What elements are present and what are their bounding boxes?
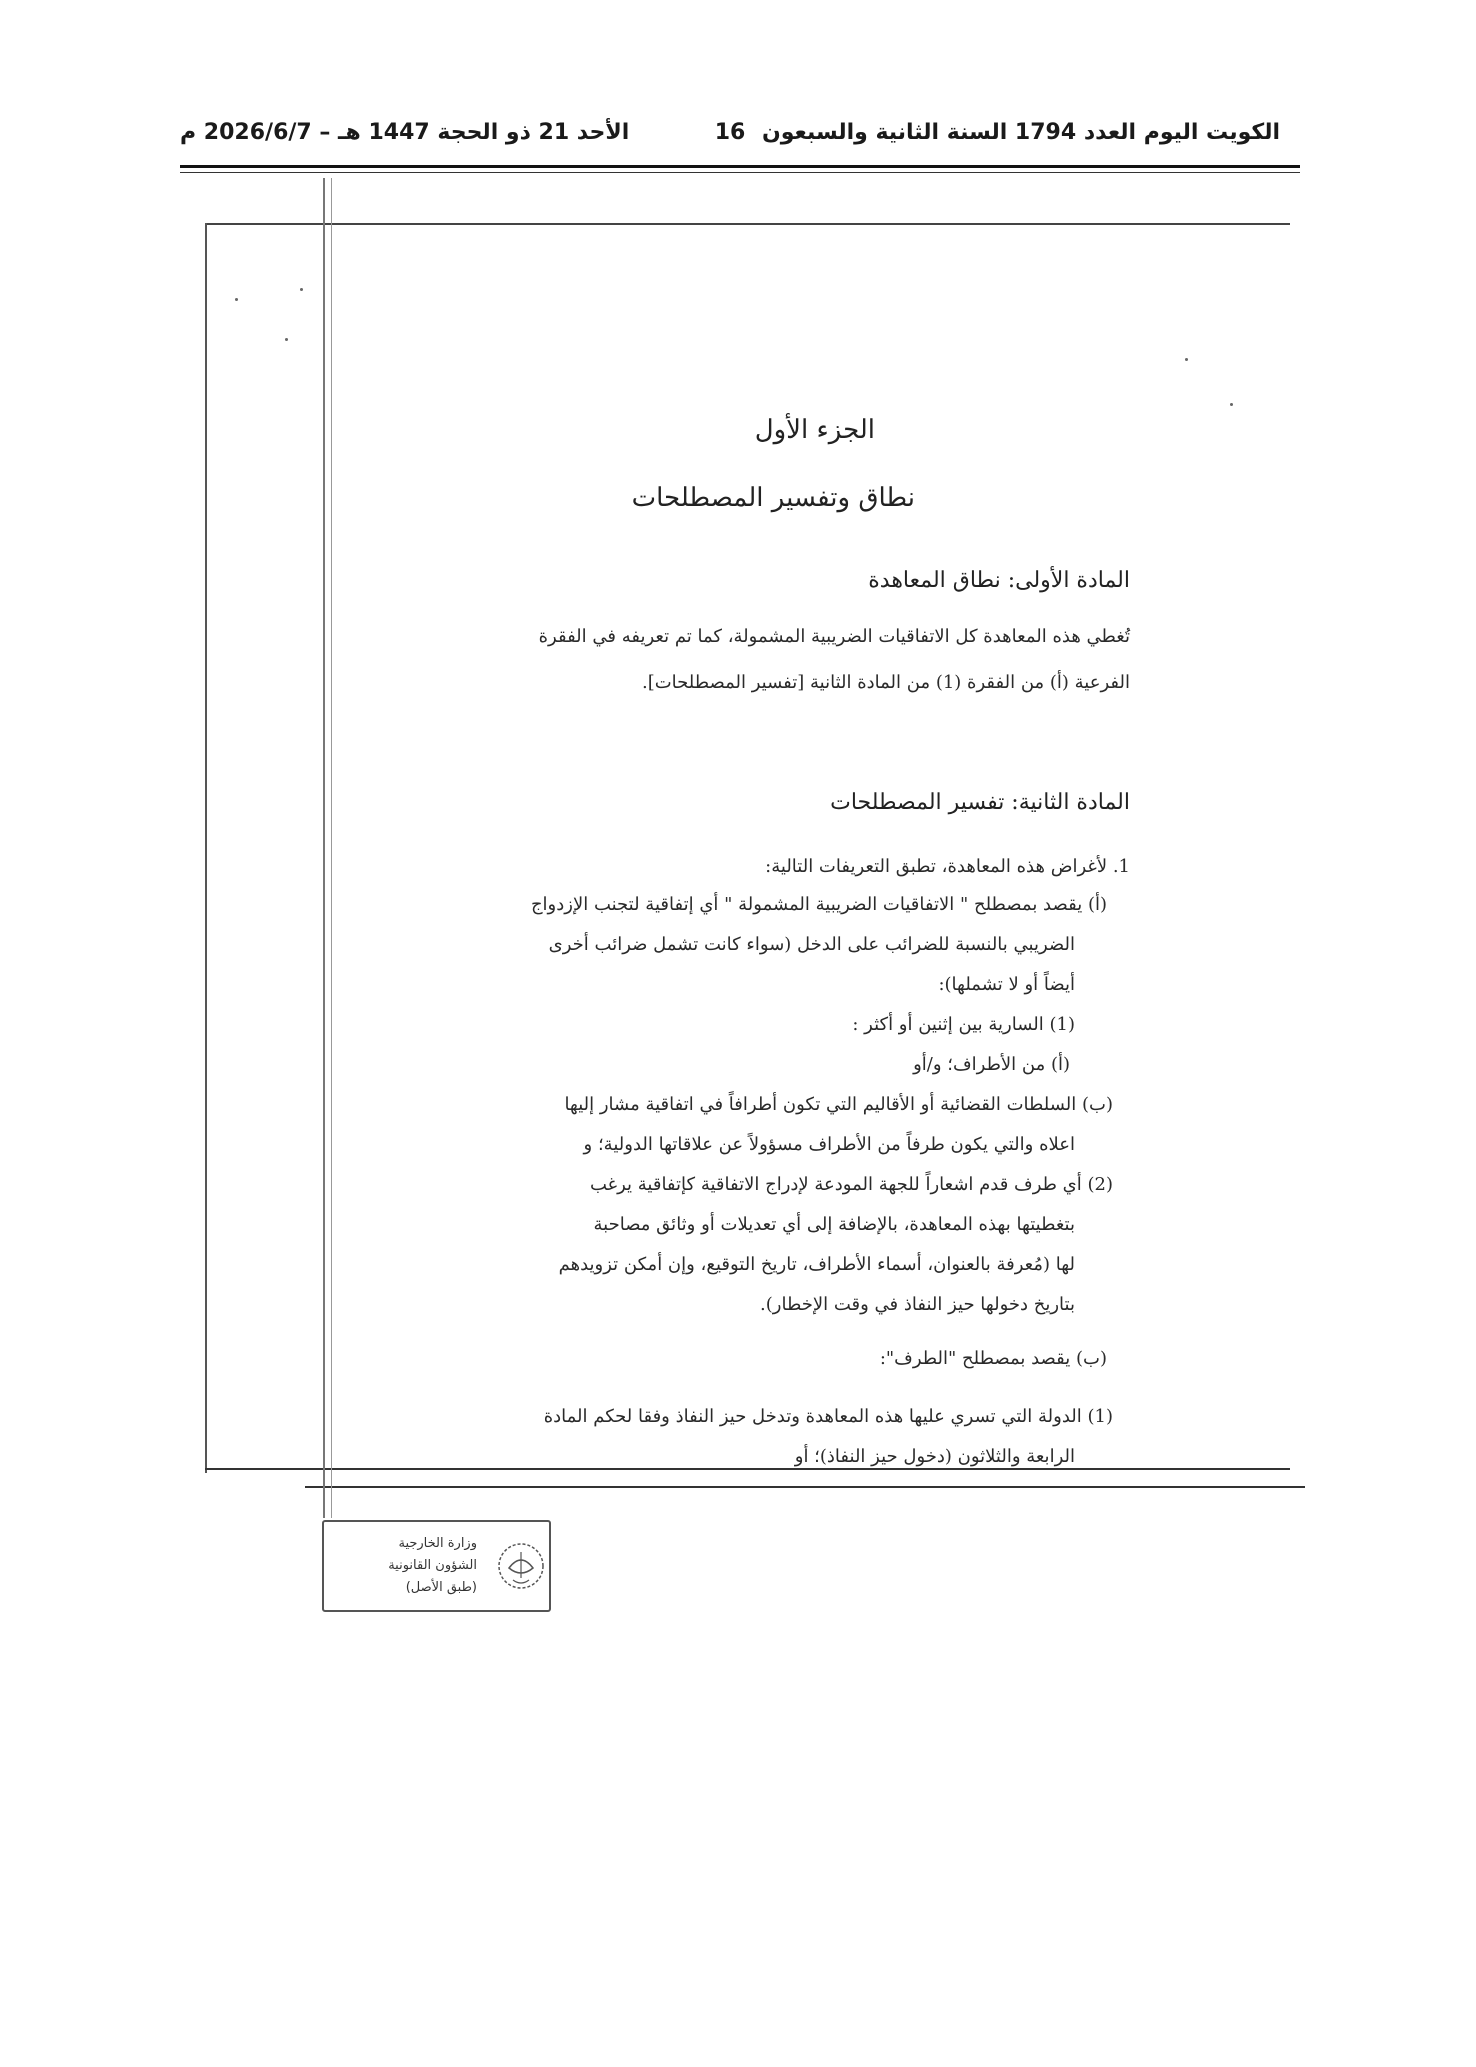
stamp-line: وزارة الخارجية (398, 1536, 477, 1551)
frame-bottom-border (205, 1468, 1290, 1470)
article2-line: الضريبي بالنسبة للضرائب على الدخل (سواء كانت تشمل ضرائب أخرى (548, 934, 1075, 955)
part-subtitle: نطاق وتفسير المصطلحات (631, 483, 915, 513)
part-title: الجزء الأول (754, 415, 875, 445)
scan-speck (1230, 403, 1233, 406)
binding-line (323, 178, 325, 1518)
page-header (180, 120, 1280, 160)
article1-line: الفرعية (أ) من الفقرة (1) من المادة الثانية [تفسير المصطلحات]. (641, 672, 1130, 693)
header-rule-thin (180, 172, 1300, 173)
stamp-line: (طبق الأصل) (405, 1580, 477, 1595)
article2-line: (أ) من الأطراف؛ و/أو (913, 1054, 1070, 1075)
scanned-page (205, 178, 1295, 1518)
article2-line: (2) أي طرف قدم اشعاراً للجهة المودعة لإدراج الاتفاقية كإتفاقية يرغب (590, 1174, 1113, 1195)
article2-line: لها (مُعرفة بالعنوان، أسماء الأطراف، تاريخ التوقيع، وإن أمكن تزويدهم (558, 1254, 1075, 1275)
frame-bottom-border-lower (305, 1486, 1305, 1488)
header-publication: الكويت اليوم العدد 1794 السنة الثانية والسبعون (761, 120, 1280, 145)
kuwait-emblem-icon (493, 1538, 549, 1594)
article2-heading: المادة الثانية: تفسير المصطلحات (830, 790, 1130, 815)
header-rule-thick (180, 165, 1300, 168)
official-stamp (322, 1520, 551, 1612)
article2-line: (أ) يقصد بمصطلح " الاتفاقيات الضريبية المشمولة " أي إتفاقية لتجنب الإزدواج (530, 894, 1107, 915)
scan-speck (1185, 358, 1188, 361)
article2-line: اعلاه والتي يكون طرفاً من الأطراف مسؤولاً عن علاقاتها الدولية؛ و (583, 1134, 1075, 1155)
article2-line: بتغطيتها بهذه المعاهدة، بالإضافة إلى أي تعديلات أو وثائق مصاحبة (593, 1214, 1075, 1235)
header-date: الأحد 21 ذو الحجة 1447 هـ – 2026/6/7 م (180, 120, 630, 145)
article2-line: (ب) السلطات القضائية أو الأقاليم التي تكون أطرافاً في اتفاقية مشار إليها (564, 1094, 1113, 1115)
article2-line: (1) الدولة التي تسري عليها هذه المعاهدة وتدخل حيز النفاذ وفقا لحكم المادة (543, 1406, 1113, 1427)
scan-speck (285, 338, 288, 341)
stamp-line: الشؤون القانونية (388, 1558, 477, 1573)
frame-left-border (205, 223, 207, 1473)
scan-speck (235, 298, 238, 301)
article2-line: الرابعة والثلاثون (دخول حيز النفاذ)؛ أو (794, 1446, 1075, 1467)
header-page-number: 16 (714, 120, 746, 145)
frame-top-border (205, 223, 1290, 225)
article2-line: أيضاً أو لا تشملها): (938, 974, 1075, 995)
article2-line: بتاريخ دخولها حيز النفاذ في وقت الإخطار). (760, 1294, 1075, 1315)
article1-heading: المادة الأولى: نطاق المعاهدة (868, 568, 1130, 593)
article1-line: تُغطي هذه المعاهدة كل الاتفاقيات الضريبية المشمولة، كما تم تعريفه في الفقرة (538, 626, 1130, 647)
article2-line: (1) السارية بين إثنين أو أكثر : (852, 1014, 1075, 1035)
article2-line: 1. لأغراض هذه المعاهدة، تطبق التعريفات التالية: (765, 856, 1130, 877)
article2-line: (ب) يقصد بمصطلح "الطرف": (879, 1348, 1107, 1369)
scan-speck (300, 288, 303, 291)
stamp-text (324, 1533, 485, 1599)
binding-line-secondary (331, 178, 332, 1518)
